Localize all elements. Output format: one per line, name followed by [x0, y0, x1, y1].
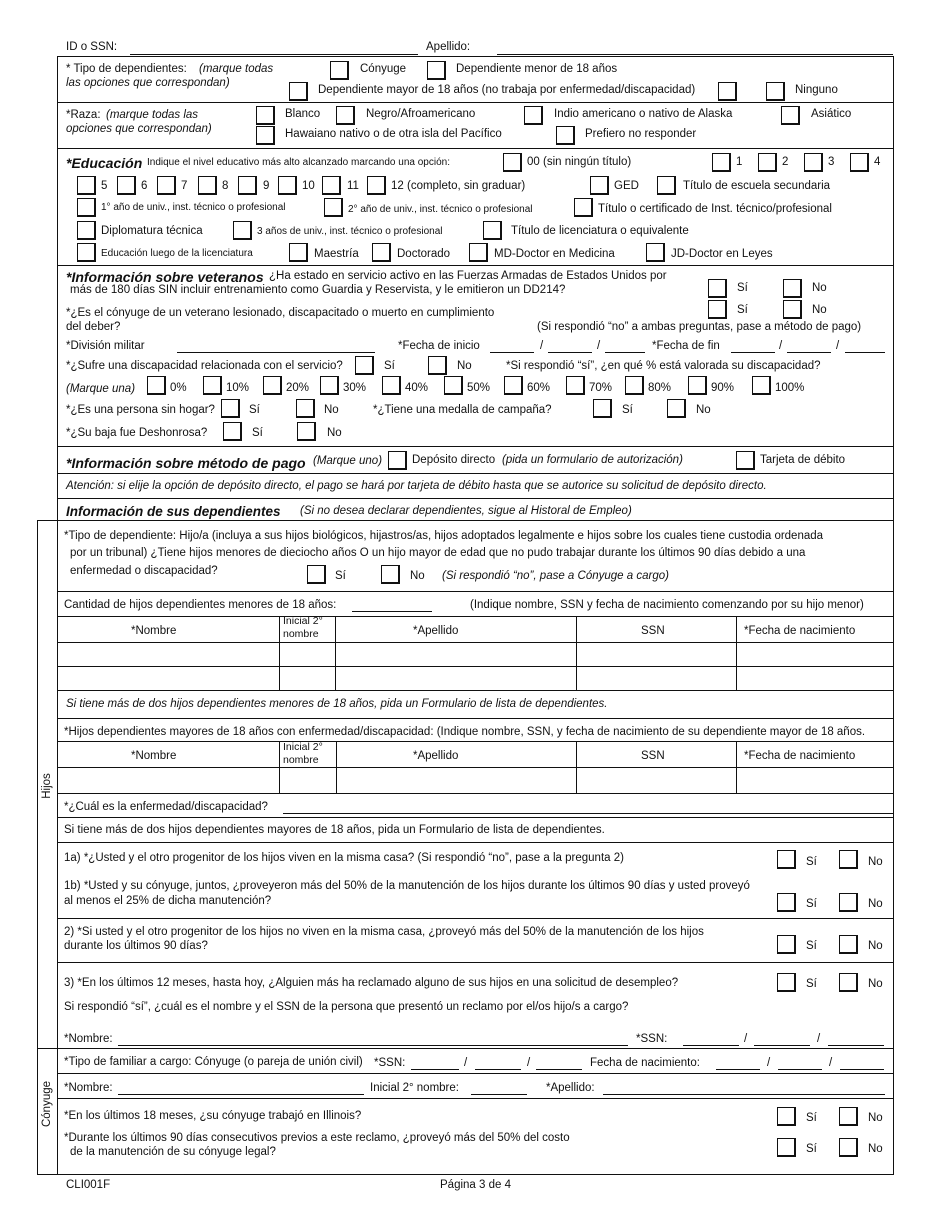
hawaiano-checkbox[interactable] [256, 126, 275, 145]
edu-none-label: 00 (sin ningún título) [527, 156, 632, 168]
medal-question: *¿Tiene una medalla de campaña? [373, 404, 552, 416]
edu-g9-checkbox[interactable] [238, 176, 257, 195]
education-instruction: Indique el nivel educativo más alto alcanzado marcando una opción: [147, 157, 450, 168]
ninguno-label: Ninguno [795, 84, 838, 96]
spouse-q2b: de la manutención de su cónyuge legal? [70, 1146, 276, 1158]
menor18-checkbox[interactable] [427, 61, 446, 80]
mayores-label: *Hijos dependientes mayores de 18 años con enfermedad/discapacidad: (Indique nombre, SSN, y fecha de nacimiento de su dependiente mayor de 18 años. [64, 726, 866, 738]
fecha-fin-label: *Fecha de fin [652, 340, 720, 352]
q1b-no-label: No [868, 898, 883, 910]
edu-univ1-checkbox[interactable] [77, 198, 96, 217]
pct-10-checkbox[interactable] [203, 376, 222, 395]
dep-type-hint: (marque todas [199, 63, 274, 75]
blanco-label: Blanco [285, 108, 321, 120]
spouse-q2-yes-checkbox[interactable] [777, 1138, 796, 1157]
cantidad-label: Cantidad de hijos dependientes menores de 18 años: [64, 599, 337, 611]
fecha-inicio-dd[interactable] [548, 352, 592, 353]
vet-q1-no-label: No [812, 282, 827, 294]
q1b-yes-label: Sí [806, 898, 817, 910]
q3-no-checkbox[interactable] [839, 973, 858, 992]
edu-g8-checkbox[interactable] [198, 176, 217, 195]
fecha-fin-dd[interactable] [787, 352, 831, 353]
pct-10-label: 10% [226, 382, 250, 394]
side-label-hijos: Hijos [41, 773, 53, 799]
dishonor-question: *¿Su baja fue Deshonrosa? [66, 427, 208, 439]
edu-none-checkbox[interactable] [503, 153, 522, 172]
medal-yes-checkbox[interactable] [593, 399, 612, 418]
medal-yes-label: Sí [622, 404, 633, 416]
q1a-no-label: No [868, 856, 883, 868]
q2-no-label: No [868, 940, 883, 952]
hawaiano-label: Hawaiano nativo o de otra isla del Pacífico [285, 128, 502, 140]
tipo-dep-line2: por un tribunal) ¿Tiene hijos menores de dieciocho años O un hijo mayor de edad que no pudo trabajar durante los últimos 90 días debido a una [70, 547, 806, 559]
tipo-dep-yes-checkbox[interactable] [307, 565, 326, 584]
asiatico-label: Asiático [811, 108, 852, 120]
mas-dos-menores: Si tiene más de dos hijos dependientes menores de 18 años, pida un Formulario de lista de dependientes. [66, 698, 608, 710]
edu-univ1-label: 1° año de univ., inst. técnico o profesional [101, 202, 286, 213]
tipo-dep-line3: enfermedad o discapacidad? [70, 565, 218, 577]
edu-g6-checkbox[interactable] [117, 176, 136, 195]
edu-hs-label: Título de escuela secundaria [683, 180, 831, 192]
t1-col-inicial-2: nombre [283, 628, 319, 640]
edu-g4-checkbox[interactable] [850, 153, 869, 172]
homeless-yes-label: Sí [249, 404, 260, 416]
edu-posgrado-checkbox[interactable] [77, 243, 96, 262]
edu-ged-checkbox[interactable] [590, 176, 609, 195]
spouse-q1: *En los últimos 18 meses, ¿su cónyuge trabajó en Illinois? [64, 1110, 362, 1122]
q2-yes-label: Sí [806, 940, 817, 952]
tipo-dep-no-label: No [410, 570, 425, 582]
claimant-nombre-label: *Nombre: [64, 1033, 113, 1045]
pct-50-checkbox[interactable] [444, 376, 463, 395]
tarjeta-label: Tarjeta de débito [760, 454, 846, 466]
fecha-fin-yy[interactable] [845, 352, 885, 353]
disab-no-checkbox[interactable] [428, 356, 447, 375]
edu-g5-checkbox[interactable] [77, 176, 96, 195]
edu-doctorado-label: Doctorado [397, 248, 451, 260]
edu-diplomatura-label: Diplomatura técnica [101, 225, 203, 237]
spouse-q1-yes-label: Sí [806, 1112, 817, 1124]
homeless-no-label: No [324, 404, 339, 416]
division-label: *División militar [66, 340, 145, 352]
vet-q1a: ¿Ha estado en servicio activo en las Fuerzas Armadas de Estados Unidos por [269, 270, 667, 282]
tipo-dep-yes-label: Sí [335, 570, 346, 582]
q1a-text: 1a) *¿Usted y el otro progenitor de los hijos viven en la misma casa? (Si respondió “no”, pase a la pregunta 2) [64, 852, 624, 864]
disab-no-label: No [457, 360, 472, 372]
indio-checkbox[interactable] [524, 106, 543, 125]
claimant-ssn-3[interactable] [828, 1045, 884, 1046]
enfermedad-label: *¿Cuál es la enfermedad/discapacidad? [64, 801, 268, 813]
form-id: CLI001F [66, 1179, 111, 1191]
edu-g2-label: 2 [782, 156, 789, 168]
edu-maestria-label: Maestría [314, 248, 359, 260]
claimant-ssn-2[interactable] [754, 1045, 810, 1046]
edu-g5-label: 5 [101, 180, 108, 192]
pct-20-checkbox[interactable] [263, 376, 282, 395]
indio-label: Indio americano o nativo de Alaska [554, 108, 733, 120]
q3-no-label: No [868, 978, 883, 990]
t2-col-apellido: *Apellido [413, 750, 459, 762]
pct-30-label: 30% [343, 382, 367, 394]
pct-100-checkbox[interactable] [752, 376, 771, 395]
edu-univ3-label: 3 años de univ., inst. técnico o profesional [257, 226, 443, 237]
spouse-tipo: *Tipo de familiar a cargo: Cónyuge (o pareja de unión civil) [64, 1056, 363, 1068]
q1a-no-checkbox[interactable] [839, 850, 858, 869]
edu-diplomatura-checkbox[interactable] [77, 221, 96, 240]
t1-col-apellido: *Apellido [413, 625, 459, 637]
pct-70-label: 70% [589, 382, 613, 394]
vet-q2-yes-checkbox[interactable] [708, 300, 727, 319]
homeless-no-checkbox[interactable] [296, 399, 315, 418]
pct-40-checkbox[interactable] [382, 376, 401, 395]
q2-no-checkbox[interactable] [839, 935, 858, 954]
vet-q2-no-label: No [812, 304, 827, 316]
claimant-ssn-label: *SSN: [636, 1033, 668, 1045]
spouse-nombre-label: *Nombre: [64, 1082, 113, 1094]
vet-q1-yes-checkbox[interactable] [708, 279, 727, 298]
disab-yes-checkbox[interactable] [355, 356, 374, 375]
negro-label: Negro/Afroamericano [366, 108, 476, 120]
spouse-q2-no-label: No [868, 1143, 883, 1155]
apellido-label: Apellido: [426, 41, 471, 53]
spouse-apellido-field[interactable] [603, 1094, 885, 1095]
spouse-q1-yes-checkbox[interactable] [777, 1107, 796, 1126]
q3-yes-label: Sí [806, 978, 817, 990]
tipo-dep-no-checkbox[interactable] [381, 565, 400, 584]
disab-pct-question: *Si respondió “sí”, ¿en qué % está valorada su discapacidad? [506, 360, 821, 372]
fecha-inicio-label: *Fecha de inicio [398, 340, 480, 352]
q1b-line1: 1b) *Usted y su cónyuge, juntos, ¿proveyeron más del 50% de la manutención de los hijos durante los últimos 90 días y usted proveyó [64, 880, 750, 892]
q3b-text: Si respondió “sí”, ¿cuál es el nombre y el SSN de la persona que presentó un reclamo por el/os hijo/s a cargo? [64, 1001, 629, 1013]
education-title: *Educación [66, 155, 143, 171]
spouse-ssn-3[interactable] [536, 1069, 582, 1070]
edu-g4-label: 4 [874, 156, 881, 168]
edu-licenciatura-checkbox[interactable] [483, 221, 502, 240]
edu-ged-label: GED [614, 180, 639, 192]
vet-q2-no-checkbox[interactable] [783, 300, 802, 319]
enfermedad-field[interactable] [283, 813, 893, 814]
q1b-no-checkbox[interactable] [839, 893, 858, 912]
dishonor-yes-label: Sí [252, 427, 263, 439]
edu-univ2-label: 2° año de univ., inst. técnico o profesional [348, 204, 533, 215]
cantidad-note: (Indique nombre, SSN y fecha de nacimiento comenzando por su hijo menor) [470, 599, 864, 611]
mayor18-checkbox[interactable] [289, 82, 308, 101]
vet-q2-note: (Si respondió “no” a ambas preguntas, pase a método de pago) [537, 321, 862, 333]
negro-checkbox[interactable] [336, 106, 355, 125]
veterans-title: *Información sobre veteranos [66, 269, 264, 285]
edu-posgrado-label: Educación luego de la licenciatura [101, 248, 253, 259]
edu-md-checkbox[interactable] [469, 243, 488, 262]
vet-q1b: más de 180 días SIN incluir entrenamiento como Guardia y Reservista, y le emitieron un DD214? [70, 284, 566, 296]
mayor18-checkbox-2[interactable] [718, 82, 737, 101]
edu-g9-label: 9 [263, 180, 270, 192]
edu-g1-checkbox[interactable] [712, 153, 731, 172]
pct-40-label: 40% [405, 382, 429, 394]
spouse-q2-no-checkbox[interactable] [839, 1138, 858, 1157]
claimant-ssn-1[interactable] [683, 1045, 739, 1046]
vet-q1-yes-label: Sí [737, 282, 748, 294]
dishonor-no-label: No [327, 427, 342, 439]
q2-yes-checkbox[interactable] [777, 935, 796, 954]
marque-una: (Marque una) [66, 383, 136, 395]
q1a-yes-label: Sí [806, 856, 817, 868]
frame-right [893, 56, 894, 1174]
pct-80-label: 80% [648, 382, 672, 394]
edu-univ2-checkbox[interactable] [324, 198, 343, 217]
edu-jd-checkbox[interactable] [646, 243, 665, 262]
t2-col-ssn: SSN [641, 750, 665, 762]
pct-80-checkbox[interactable] [625, 376, 644, 395]
edu-g3-label: 3 [828, 156, 835, 168]
spouse-nombre-field[interactable] [118, 1094, 364, 1095]
t2-col-inicial: Inicial 2° [283, 741, 323, 753]
vet-q2b: del deber? [66, 321, 121, 333]
frame-left-inner [57, 520, 58, 1174]
table-row[interactable] [58, 768, 893, 792]
payment-atencion: Atención: si elije la opción de depósito directo, el pago se hará por tarjeta de débito hasta que se autorice su solicitud de depósito directo. [66, 480, 767, 492]
t2-col-fecha: *Fecha de nacimiento [744, 750, 856, 762]
edu-univ3-checkbox[interactable] [233, 221, 252, 240]
side-label-conyuge: Cónyuge [41, 1080, 53, 1128]
medal-no-label: No [696, 404, 711, 416]
pct-60-checkbox[interactable] [504, 376, 523, 395]
medal-no-checkbox[interactable] [667, 399, 686, 418]
pct-20-label: 20% [286, 382, 310, 394]
apellido-field[interactable] [497, 54, 893, 55]
payment-title: *Información sobre método de pago [66, 455, 306, 471]
edu-g10-label: 10 [302, 180, 315, 192]
spouse-ssn-label: *SSN: [374, 1057, 406, 1069]
edu-md-label: MD-Doctor en Medicina [494, 248, 615, 260]
blanco-checkbox[interactable] [256, 106, 275, 125]
spouse-fecha-mm[interactable] [716, 1069, 760, 1070]
vet-q2a: *¿Es el cónyuge de un veterano lesionado, discapacitado o muerto en cumplimiento [66, 307, 495, 319]
deposito-hint: (pida un formulario de autorización) [502, 454, 683, 466]
t2-col-inicial-2: nombre [283, 754, 319, 766]
edu-cert-label: Título o certificado de Inst. técnico/profesional [598, 203, 832, 215]
edu-g11-label: 11 [347, 180, 359, 192]
edu-g11-checkbox[interactable] [322, 176, 341, 195]
payment-hint: (Marque uno) [313, 455, 383, 467]
q3-yes-checkbox[interactable] [777, 973, 796, 992]
fecha-inicio-mm[interactable] [490, 352, 534, 353]
q2-line2: durante los últimos 90 días? [64, 940, 208, 952]
dep-type-hint2: las opciones que correspondan) [66, 77, 230, 89]
prefiero-checkbox[interactable] [556, 126, 575, 145]
race-hint2: opciones que correspondan) [66, 123, 212, 135]
dep-type-label: * Tipo de dependientes: [66, 63, 187, 75]
deposito-label: Depósito directo [412, 454, 496, 466]
t1-col-nombre: *Nombre [131, 625, 177, 637]
deposito-checkbox[interactable] [388, 451, 407, 470]
asiatico-checkbox[interactable] [781, 106, 800, 125]
spouse-q1-no-label: No [868, 1112, 883, 1124]
frame-left-outer [37, 520, 38, 1174]
conyuge-label: Cónyuge [360, 63, 407, 75]
edu-doctorado-checkbox[interactable] [372, 243, 391, 262]
spouse-ssn-2[interactable] [475, 1069, 521, 1070]
dependents-hint: (Si no desea declarar dependientes, sigue al Historal de Empleo) [300, 505, 632, 517]
edu-g6-label: 6 [141, 180, 148, 192]
pct-70-checkbox[interactable] [566, 376, 585, 395]
disab-yes-label: Sí [384, 360, 395, 372]
spouse-ssn-1[interactable] [411, 1069, 459, 1070]
pct-100-label: 100% [775, 382, 805, 394]
edu-jd-label: JD-Doctor en Leyes [671, 248, 773, 260]
q1b-line2: al menos el 25% de dicha manutención? [64, 895, 272, 907]
race-label: *Raza: [66, 109, 101, 121]
pct-0-checkbox[interactable] [147, 376, 166, 395]
pct-30-checkbox[interactable] [320, 376, 339, 395]
edu-cert-checkbox[interactable] [574, 198, 593, 217]
pct-90-label: 90% [711, 382, 735, 394]
division-field[interactable] [177, 352, 375, 353]
edu-g3-checkbox[interactable] [804, 153, 823, 172]
tarjeta-checkbox[interactable] [736, 451, 755, 470]
edu-g7-label: 7 [181, 180, 188, 192]
spouse-fecha-label: Fecha de nacimiento: [590, 1057, 700, 1069]
dependents-title: Información de sus dependientes [66, 504, 281, 519]
edu-licenciatura-label: Título de licenciatura o equivalente [511, 225, 689, 237]
prefiero-label: Prefiero no responder [585, 128, 697, 140]
edu-g1-label: 1 [736, 156, 743, 168]
mayor18-label: Dependiente mayor de 18 años (no trabaja por enfermedad/discapacidad) [318, 84, 696, 96]
homeless-question: *¿Es una persona sin hogar? [66, 404, 215, 416]
id-ssn-field[interactable] [130, 54, 418, 55]
spouse-apellido-label: *Apellido: [546, 1082, 595, 1094]
q1a-yes-checkbox[interactable] [777, 850, 796, 869]
spouse-inicial-field[interactable] [471, 1094, 527, 1095]
spouse-q2-yes-label: Sí [806, 1143, 817, 1155]
t2-col-nombre: *Nombre [131, 750, 177, 762]
pct-90-checkbox[interactable] [688, 376, 707, 395]
t1-col-ssn: SSN [641, 625, 665, 637]
edu-g2-checkbox[interactable] [758, 153, 777, 172]
tipo-dep-line1: *Tipo de dependiente: Hijo/a (incluya a sus hijos biológicos, hijastros/as, hijos adoptados legalmente e hijos sobre los cuales tiene custodia ordenada [64, 530, 824, 542]
mas-dos-mayores: Si tiene más de dos hijos dependientes mayores de 18 años, pida un Formulario de lista de dependientes. [64, 824, 605, 836]
cantidad-field[interactable] [352, 611, 432, 612]
claimant-nombre-field[interactable] [118, 1045, 628, 1046]
table-row[interactable] [58, 667, 893, 689]
tipo-dep-note: (Si respondió “no”, pase a Cónyuge a cargo) [442, 570, 669, 582]
spouse-fecha-yy[interactable] [840, 1069, 884, 1070]
ninguno-checkbox[interactable] [766, 82, 785, 101]
pct-0-label: 0% [170, 382, 187, 394]
edu-hs-checkbox[interactable] [657, 176, 676, 195]
race-hint: (marque todas las [106, 109, 199, 121]
id-ssn-label: ID o SSN: [66, 41, 118, 53]
spouse-inicial-label: Inicial 2° nombre: [370, 1082, 459, 1094]
edu-g10-checkbox[interactable] [278, 176, 297, 195]
homeless-yes-checkbox[interactable] [221, 399, 240, 418]
spouse-q1-no-checkbox[interactable] [839, 1107, 858, 1126]
q2-line1: 2) *Si usted y el otro progenitor de los hijos no viven en la misma casa, ¿proveyó más del 50% de la manutención de los hijos [64, 926, 704, 938]
q1b-yes-checkbox[interactable] [777, 893, 796, 912]
conyuge-checkbox[interactable] [330, 61, 349, 80]
dishonor-no-checkbox[interactable] [297, 422, 316, 441]
page-number: Página 3 de 4 [440, 1179, 511, 1191]
edu-g7-checkbox[interactable] [157, 176, 176, 195]
t1-col-fecha: *Fecha de nacimiento [744, 625, 856, 637]
pct-50-label: 50% [467, 382, 491, 394]
spouse-fecha-dd[interactable] [778, 1069, 822, 1070]
table-row[interactable] [58, 643, 893, 665]
pct-60-label: 60% [527, 382, 551, 394]
edu-g12-label: 12 (completo, sin graduar) [391, 180, 526, 192]
edu-g8-label: 8 [222, 180, 229, 192]
vet-q1-no-checkbox[interactable] [783, 279, 802, 298]
disab-question: *¿Sufre una discapacidad relacionada con el servicio? [66, 360, 343, 372]
q3-text: 3) *En los últimos 12 meses, hasta hoy, ¿Alguien más ha reclamado alguno de sus hijos en una solicitud de desempleo? [64, 977, 679, 989]
edu-g12-checkbox[interactable] [367, 176, 386, 195]
frame-left [57, 56, 58, 520]
spouse-q2a: *Durante los últimos 90 días consecutivos previos a este reclamo, ¿proveyó más del 50% del costo [64, 1132, 570, 1144]
menor18-label: Dependiente menor de 18 años [456, 63, 618, 75]
vet-q2-yes-label: Sí [737, 304, 748, 316]
edu-maestria-checkbox[interactable] [289, 243, 308, 262]
t1-col-inicial: Inicial 2° [283, 615, 323, 627]
fecha-fin-mm[interactable] [731, 352, 775, 353]
dishonor-yes-checkbox[interactable] [223, 422, 242, 441]
fecha-inicio-yy[interactable] [605, 352, 645, 353]
